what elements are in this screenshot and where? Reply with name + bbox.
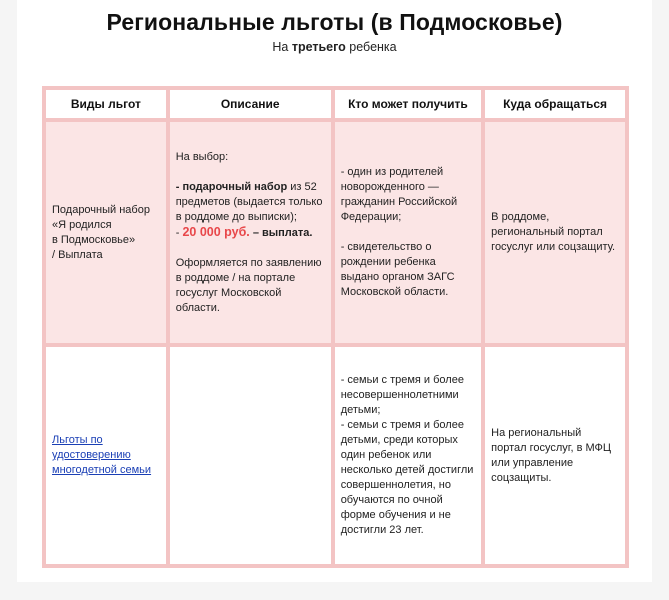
who-cell: [333, 120, 483, 345]
table-row: [44, 120, 627, 345]
benefit-type-line: Подарочный набор: [52, 203, 150, 216]
gift-set-details: из 52 предметов (выдается только в роддоме до выписки);: [175, 180, 323, 223]
description-payment: [176, 225, 325, 241]
where-text: На региональный портал госуслуг, в МФЦ или управление соцзащиты.: [491, 426, 612, 484]
payment-label: – выплата.: [249, 226, 313, 239]
description-cell: [168, 120, 333, 345]
who-item: - свидетельство о рождении ребенка выдано органом ЗАГС Московской области.: [340, 241, 455, 298]
page-subtitle: [0, 40, 669, 54]
subtitle-suffix: ребенка: [345, 40, 397, 54]
benefit-type-line: в Подмосковье»: [52, 233, 136, 246]
where-cell: [483, 345, 627, 566]
who-item: - семьи с тремя и более детьми, среди которых один ребенок или несколько детей достигли совершеннолетия, но обучаются по очной форме обучения и не достигли 23 лет.: [340, 419, 474, 536]
description-cell: [168, 345, 333, 566]
benefit-type-line: «Я родился: [52, 218, 112, 231]
gift-set-label: - подарочный набор: [175, 180, 288, 193]
table-header-row: [44, 88, 627, 120]
table-row: [44, 345, 627, 566]
column-header-type: Виды льгот: [44, 88, 168, 120]
benefits-table: [42, 86, 629, 568]
description-intro: На выбор:: [175, 150, 229, 163]
column-header-where: Куда обращаться: [483, 88, 627, 120]
subtitle-bold: третьего: [291, 40, 346, 54]
column-header-who: Кто может получить: [333, 88, 483, 120]
who-cell: [333, 345, 483, 566]
large-family-benefits-link[interactable]: Льготы по удостоверению многодетной семьи: [52, 434, 152, 476]
benefit-type-cell: [44, 120, 168, 345]
payment-amount: 20 000 руб.: [182, 224, 250, 239]
page-title: Региональные льготы (в Подмосковье): [106, 9, 563, 35]
where-text: В роддоме, региональный портал госуслуг или соцзащиту.: [491, 211, 616, 253]
who-item: - семьи с тремя и более несовершеннолетними детьми;: [340, 374, 464, 416]
benefit-type-cell: [44, 345, 168, 566]
description-note: Оформляется по заявлению в роддоме / на портале госуслуг Московской области.: [175, 256, 322, 314]
benefit-type-line: / Выплата: [52, 248, 103, 261]
payment-prefix: -: [175, 226, 183, 239]
description-gift-set: [176, 180, 325, 225]
column-header-description: Описание: [168, 88, 333, 120]
who-item: - один из родителей новорожденного — гражданин Российской Федерации;: [340, 166, 458, 223]
where-cell: [483, 120, 627, 345]
subtitle-prefix: На: [272, 40, 292, 54]
